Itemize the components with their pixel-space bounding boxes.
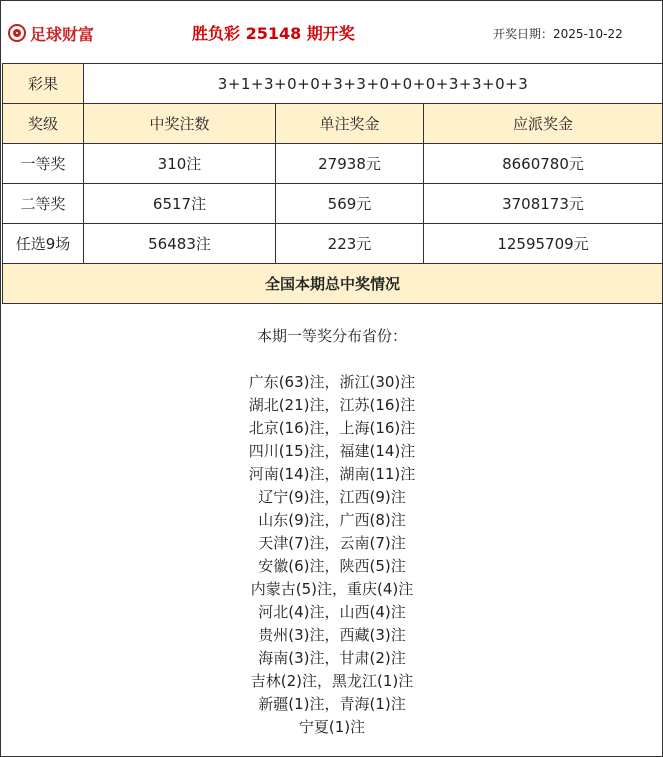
column-header-level: 奖级 <box>3 104 84 144</box>
soccer-ball-icon <box>8 24 26 42</box>
prize-level: 一等奖 <box>3 144 84 184</box>
logo[interactable] <box>8 22 94 44</box>
winner-count: 310注 <box>84 144 276 184</box>
list-item: 河南(14)注，湖南(11)注 <box>248 465 416 483</box>
total-prize: 3708173元 <box>424 184 663 224</box>
per-bet-prize: 569元 <box>276 184 424 224</box>
prize-level: 二等奖 <box>3 184 84 224</box>
list-item: 贵州(3)注，西藏(3)注 <box>258 626 406 644</box>
list-item: 宁夏(1)注 <box>298 718 366 736</box>
distribution-heading: 本期一等奖分布省份： <box>256 327 407 345</box>
prize-level: 任选9场 <box>3 224 84 264</box>
list-item: 北京(16)注，上海(16)注 <box>248 419 416 437</box>
province-distribution <box>2 303 662 756</box>
list-item: 四川(15)注，福建(14)注 <box>248 442 416 460</box>
result-sequence: 3+1+3+0+0+3+3+0+0+0+3+3+0+3 <box>84 64 663 104</box>
column-header-winners: 中奖注数 <box>84 104 276 144</box>
list-item: 河北(4)注，山西(4)注 <box>258 603 406 621</box>
per-bet-prize: 223元 <box>276 224 424 264</box>
result-row <box>3 64 663 104</box>
per-bet-prize: 27938元 <box>276 144 424 184</box>
list-item: 吉林(2)注，黑龙江(1)注 <box>250 672 414 690</box>
list-item: 湖北(21)注，江苏(16)注 <box>248 396 416 414</box>
table-row <box>3 144 663 184</box>
list-item: 新疆(1)注，青海(1)注 <box>258 695 406 713</box>
list-item: 广东(63)注，浙江(30)注 <box>248 373 416 391</box>
distribution-list <box>2 371 662 739</box>
table-row <box>3 224 663 264</box>
winner-count: 6517注 <box>84 184 276 224</box>
table-header-row <box>3 104 663 144</box>
page-title: 胜负彩 25148 期开奖 <box>192 24 355 43</box>
total-prize: 12595709元 <box>424 224 663 264</box>
winner-count: 56483注 <box>84 224 276 264</box>
list-item: 天津(7)注，云南(7)注 <box>258 534 406 552</box>
prize-table <box>2 63 663 304</box>
list-item: 安徽(6)注，陕西(5)注 <box>258 557 406 575</box>
column-header-total: 应派奖金 <box>424 104 663 144</box>
list-item: 辽宁(9)注，江西(9)注 <box>258 488 406 506</box>
list-item: 海南(3)注，甘肃(2)注 <box>258 649 406 667</box>
result-label: 彩果 <box>3 64 84 104</box>
summary-title-row <box>3 264 663 304</box>
summary-title: 全国本期总中奖情况 <box>3 264 663 304</box>
logo-text: 足球财富 <box>30 24 95 44</box>
total-prize: 8660780元 <box>424 144 663 184</box>
draw-date: 开奖日期：2025-10-22 <box>493 27 623 41</box>
header <box>2 2 662 63</box>
list-item: 山东(9)注，广西(8)注 <box>258 511 406 529</box>
list-item: 内蒙古(5)注，重庆(4)注 <box>250 580 414 598</box>
column-header-per-bet: 单注奖金 <box>276 104 424 144</box>
table-row <box>3 184 663 224</box>
